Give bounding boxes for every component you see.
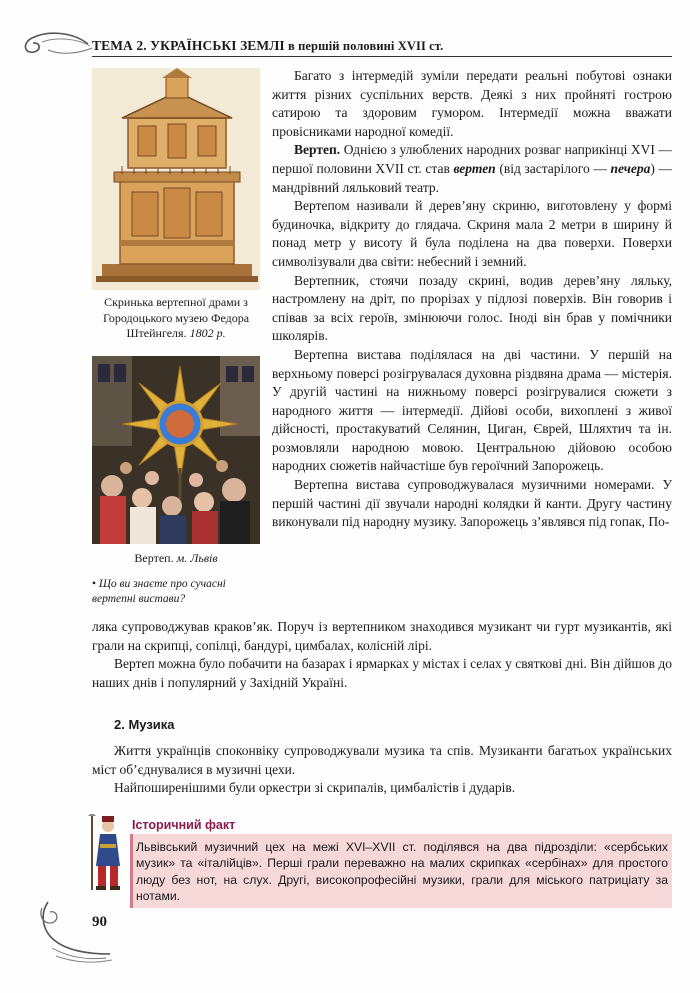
page-number: 90 <box>92 914 107 930</box>
cossack-figure-icon <box>84 814 128 892</box>
header-theme-rest: в першій половині XVII ст. <box>284 39 444 53</box>
body-full-width <box>92 618 672 692</box>
paragraph-5: Вертепна вистава поділялася на дві частини. У першій на верхньому поверсі розігрувалася духовна різдвяна драма — містерія. У другій частині на нижньому поверсі розігрувалися сюжети з народного життя — інтермедії. Дійові особи, вихоплені з живої дійсності, простакуватий Селянин, Циган, Єврей, Шляхтич та ін. розмовляли народною мовою. Центральною дійовою особою народних сюжетів найчастіше був героїчний Запорожець. <box>272 346 672 474</box>
figure2-caption-place: м. Львів <box>176 551 218 565</box>
paragraph-2 <box>272 141 672 197</box>
paragraph-1: Багато з інтермедій зуміли передати реальні побутові ознаки життя різних суспільних верств. Деякі з них пройняті гострою сатирою та здоровим гумором. Інтермедії можна вважати провісниками народної комедії. <box>272 68 672 139</box>
body-column <box>272 67 672 532</box>
paragraph-6-start: Вертепна вистава супроводжувалася музичними номерами. У першій частині дії звучали народні колядки й канти. Другу частину виконували під народну музику. Запорожець з’являвся під гопак, По- <box>272 477 672 530</box>
term-vertep: вертеп <box>453 160 496 176</box>
figure1-caption <box>90 295 262 342</box>
fact-title: Історичний факт <box>132 818 236 832</box>
paragraph-2-c: ) — мандрівний ляльковий театр. <box>272 160 672 195</box>
figure2-question <box>92 577 260 606</box>
paragraph-6-end: ляка супроводжував краков’як. Поруч із вертепником знаходився музикант чи гурт музикантів, які грали на скрипці, сопілці, бандурі, цимбалах, колісній лірі. <box>92 619 672 653</box>
figure1-caption-year: 1802 р. <box>189 326 226 340</box>
header-theme: ТЕМА 2. УКРАЇНСЬКІ ЗЕМЛІ <box>92 38 285 53</box>
bullet-icon: • <box>92 578 99 590</box>
figure2-caption <box>92 551 260 567</box>
paragraph-2-b: (від застарілого — <box>495 160 611 176</box>
music-paragraph-2: Найпоширенішими були оркестри зі скрипалів, цимбалістів і дударів. <box>114 780 516 796</box>
decorative-flourish-bottom <box>36 896 116 968</box>
vertep-lead: Вертеп. <box>294 142 341 158</box>
decorative-flourish-top <box>18 28 96 58</box>
music-section <box>92 742 672 798</box>
header-divider <box>92 56 672 57</box>
paragraph-3: Вертепом називали й дерев’яну скриню, виготовлену у формі будиночка, відкриту до глядача. Скриня мала 2 метри в ширину й понад метр у висоту й була поділена на два поверхи. Поверхи символізували два світи: небесний і земний. <box>272 198 672 269</box>
vertep-lviv-photo <box>92 356 260 544</box>
section-title-music: 2. Музика <box>114 717 175 732</box>
music-paragraph-1: Життя українців споконвіку супроводжували музика та спів. Музиканти багатьох українських міст об’єднувалися в музичні цехи. <box>92 743 672 777</box>
vertep-box-image <box>92 68 260 290</box>
term-pechera: печера <box>610 160 651 176</box>
figure1-caption-text: Скринька вертепної драми з Городоцького музею Федора Штейнгеля. <box>102 295 250 340</box>
figure2-caption-text: Вертеп. <box>134 551 177 565</box>
paragraph-2-a: Однією з улюблених народних розваг наприкінці XVI — першої половини XVII ст. став <box>272 142 672 176</box>
chapter-header <box>92 38 672 54</box>
paragraph-4: Вертепник, стоячи позаду скрині, водив дерев’яну ляльку, настромлену на дріт, по прорізах у підлозі поверхів. Він говорив і співав за всіх героїв, змінюючи голос. Іноді він брав у помічники школярів. <box>272 272 672 344</box>
fact-text: Львівський музичний цех на межі XVI–XVII ст. поділявся на два підрозділи: «сербських музик» та «італійців». Перші грали переважно на малих скрипках «сербінах» для простого люду без нот, на слух. Другі, високопрофесійні музики, грали для міського патриціату за нотами. <box>136 840 668 903</box>
paragraph-7: Вертеп можна було побачити на базарах і ярмарках у містах і селах у святкові дні. Він дійшов до наших днів і популярний у Західній Україні. <box>92 656 672 690</box>
figure2-question-text: Що ви знаєте про сучасні вертепні вистави? <box>92 578 226 605</box>
